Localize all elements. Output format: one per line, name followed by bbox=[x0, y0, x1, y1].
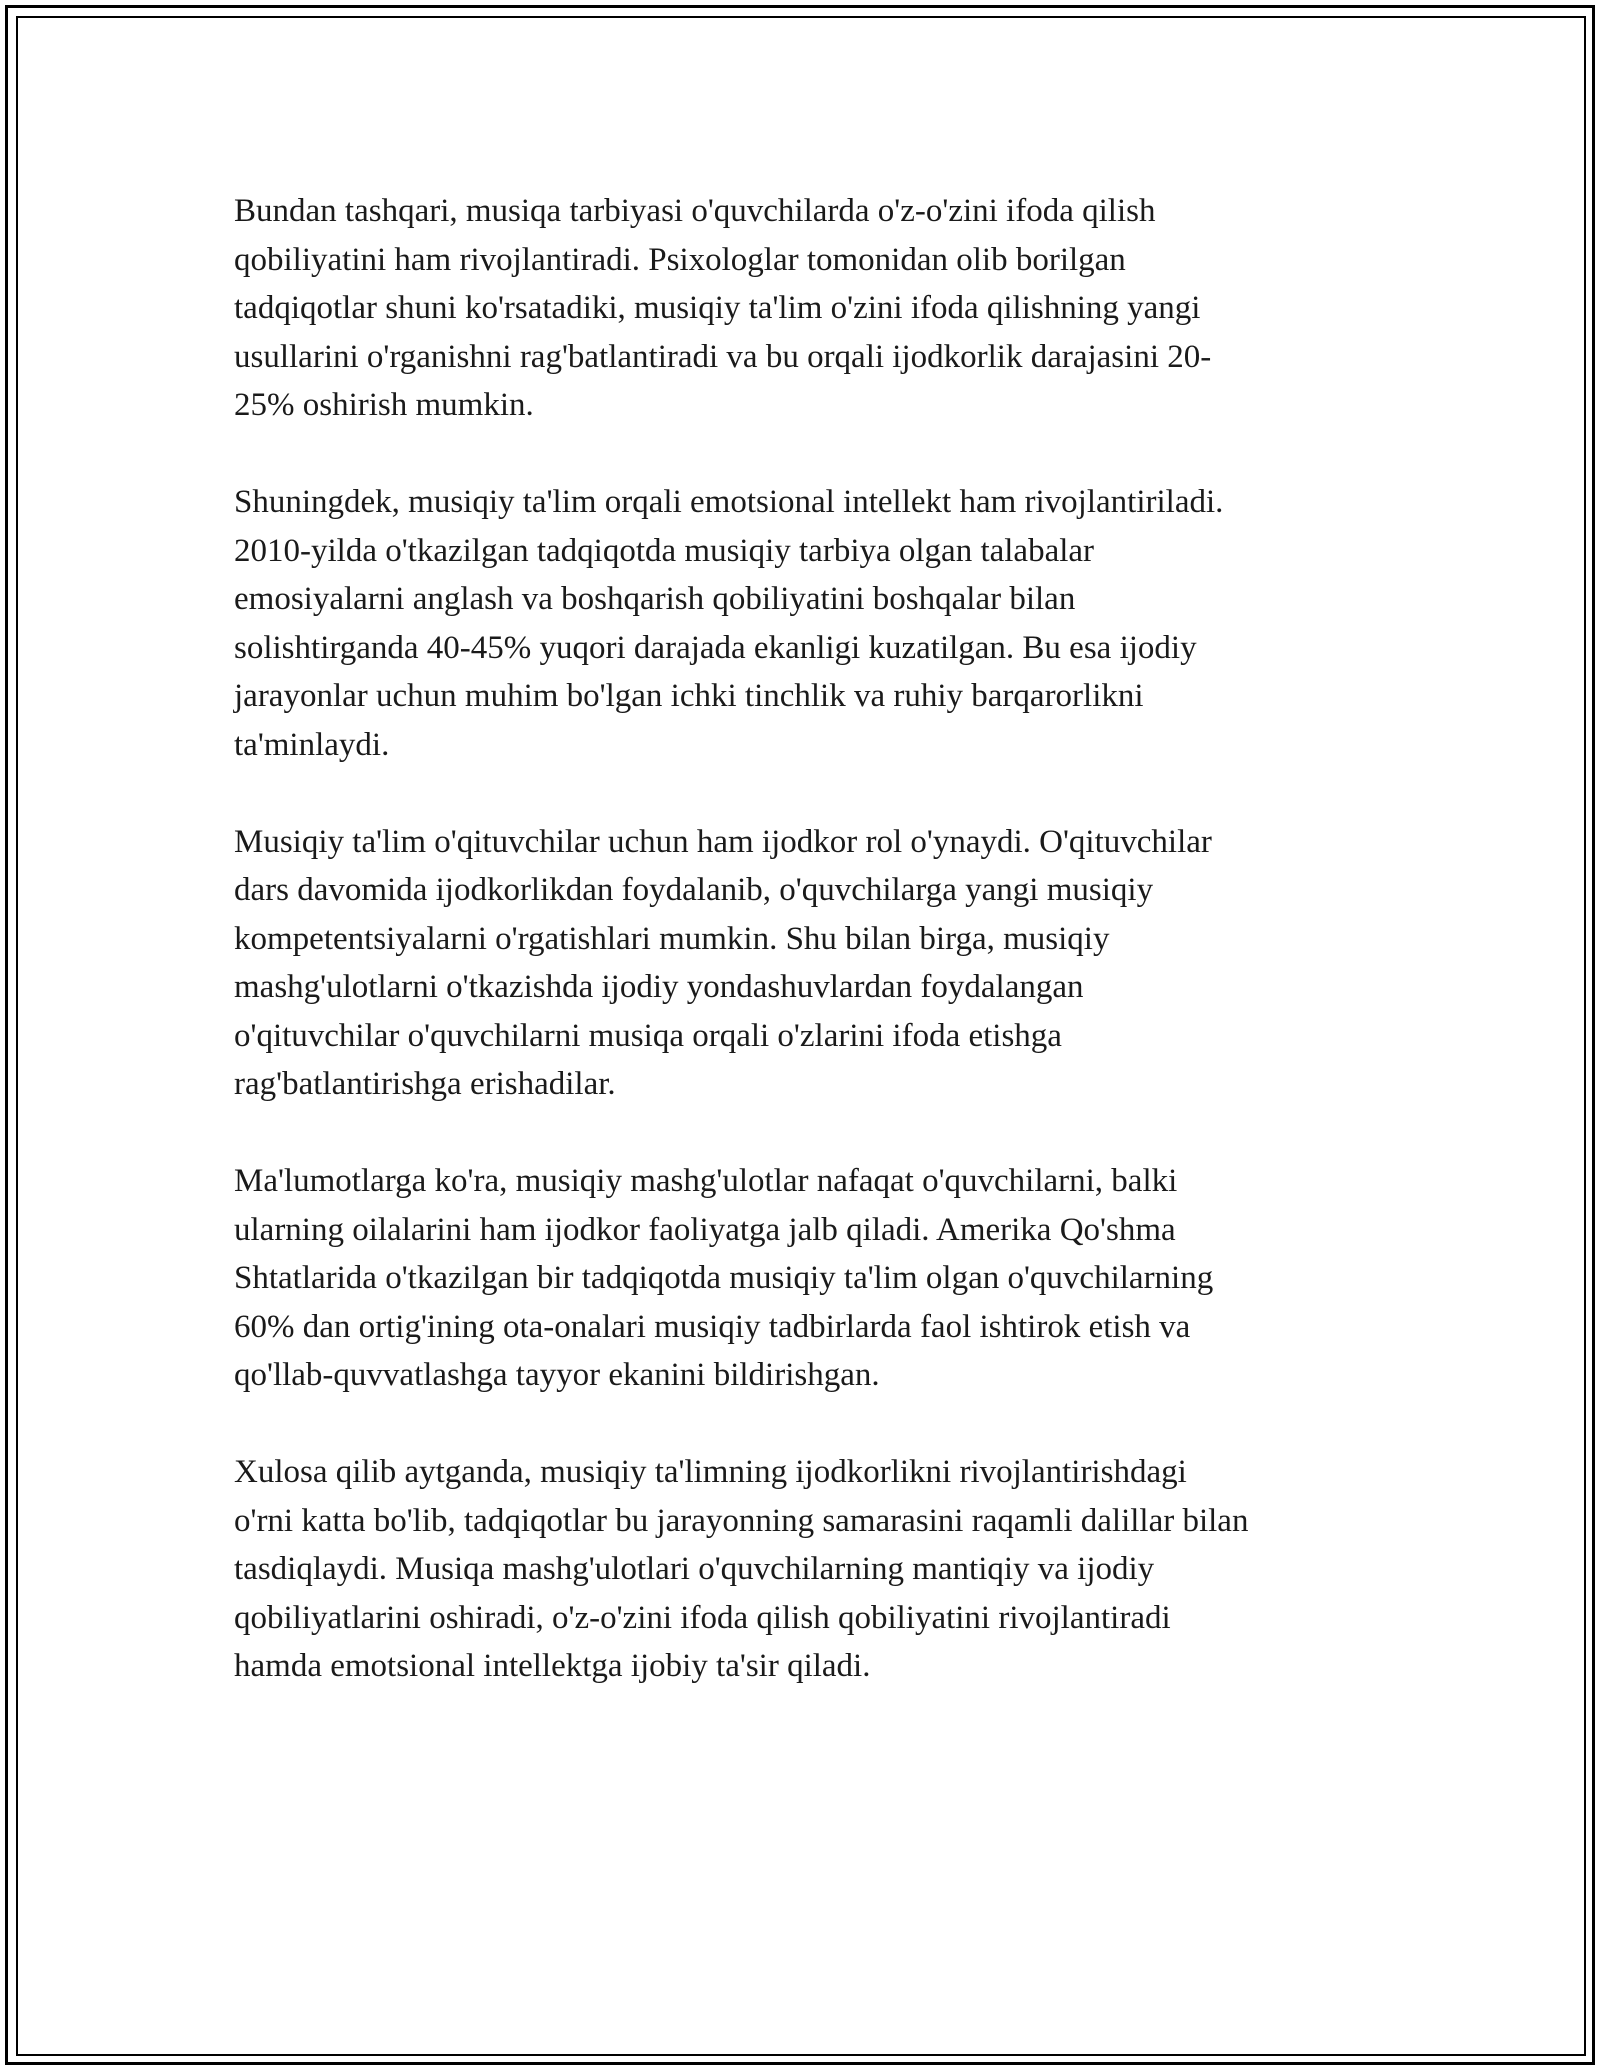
paragraph-line: Musiqiy ta'lim o'qituvchilar uchun ham ijodkor rol o'ynaydi. O'qituvchilar bbox=[234, 823, 1212, 860]
paragraph-line: tasdiqlaydi. Musiqa mashg'ulotlari o'quvchilarning mantiqiy va ijodiy bbox=[234, 1551, 1155, 1587]
paragraph-line: dars davomida ijodkorlikdan foydalanib, o'quvchilarga yangi musiqiy bbox=[234, 872, 1154, 908]
paragraph-line: 2010-yilda o'tkazilgan tadqiqotda musiqiy tarbiya olgan talabalar bbox=[234, 532, 1095, 569]
paragraph-line: emosiyalarni anglash va boshqarish qobiliyatini boshqalar bilan bbox=[234, 581, 1076, 617]
paragraph-line: solishtirganda 40-45% yuqori darajada ekanligi kuzatilgan. Bu esa ijodiy bbox=[234, 629, 1197, 666]
paragraph-5 bbox=[234, 1448, 1394, 1691]
paragraph-line: 60% dan ortig'ining ota-onalari musiqiy tadbirlarda faol ishtirok etish va bbox=[234, 1308, 1191, 1345]
paragraph-line: hamda emotsional intellektga ijobiy ta'sir qiladi. bbox=[234, 1648, 871, 1684]
paragraph-line: jarayonlar uchun muhim bo'lgan ichki tinchlik va ruhiy barqarorlikni bbox=[234, 678, 1144, 714]
paragraph-line: Shuningdek, musiqiy ta'lim orqali emotsional intellekt ham rivojlantiriladi. bbox=[234, 484, 1224, 520]
paragraph-line: qobiliyatlarini oshiradi, o'z-o'zini ifoda qilish qobiliyatini rivojlantiradi bbox=[234, 1599, 1171, 1636]
paragraph-line: o'rni katta bo'lib, tadqiqotlar bu jarayonning samarasini raqamli dalillar bilan bbox=[234, 1502, 1249, 1539]
paragraph-1 bbox=[234, 187, 1394, 430]
paragraph-line: Ma'lumotlarga ko'ra, musiqiy mashg'ulotlar nafaqat o'quvchilarni, balki bbox=[234, 1163, 1178, 1199]
paragraph-line: ularning oilalarini ham ijodkor faoliyatga jalb qiladi. Amerika Qo'shma bbox=[234, 1211, 1176, 1248]
paragraph-4 bbox=[234, 1157, 1394, 1400]
paragraph-line: qo'llab-quvvatlashga tayyor ekanini bildirishgan. bbox=[234, 1357, 880, 1393]
paragraph-3 bbox=[234, 818, 1394, 1109]
paragraph-line: Bundan tashqari, musiqa tarbiyasi o'quvchilarda o'z-o'zini ifoda qilish bbox=[234, 193, 1156, 229]
paragraph-line: Xulosa qilib aytganda, musiqiy ta'limning ijodkorlikni rivojlantirishdagi bbox=[234, 1454, 1187, 1490]
document-body bbox=[234, 187, 1394, 1691]
paragraph-line: Shtatlarida o'tkazilgan bir tadqiqotda musiqiy ta'lim olgan o'quvchilarning bbox=[234, 1260, 1214, 1296]
paragraph-line: usullarini o'rganishni rag'batlantiradi va bu orqali ijodkorlik darajasini 20- bbox=[234, 338, 1212, 375]
paragraph-2 bbox=[234, 478, 1394, 769]
paragraph-line: mashg'ulotlarni o'tkazishda ijodiy yondashuvlardan foydalangan bbox=[234, 969, 1084, 1005]
paragraph-line: rag'batlantirishga erishadilar. bbox=[234, 1066, 616, 1102]
paragraph-line: o'qituvchilar o'quvchilarni musiqa orqali o'zlarini ifoda etishga bbox=[234, 1017, 1062, 1054]
paragraph-line: kompetentsiyalarni o'rgatishlari mumkin. Shu bilan birga, musiqiy bbox=[234, 920, 1110, 957]
paragraph-line: qobiliyatini ham rivojlantiradi. Psixologlar tomonidan olib borilgan bbox=[234, 241, 1126, 278]
paragraph-line: 25% oshirish mumkin. bbox=[234, 387, 534, 423]
paragraph-line: ta'minlaydi. bbox=[234, 726, 390, 763]
paragraph-line: tadqiqotlar shuni ko'rsatadiki, musiqiy ta'lim o'zini ifoda qilishning yangi bbox=[234, 290, 1201, 326]
